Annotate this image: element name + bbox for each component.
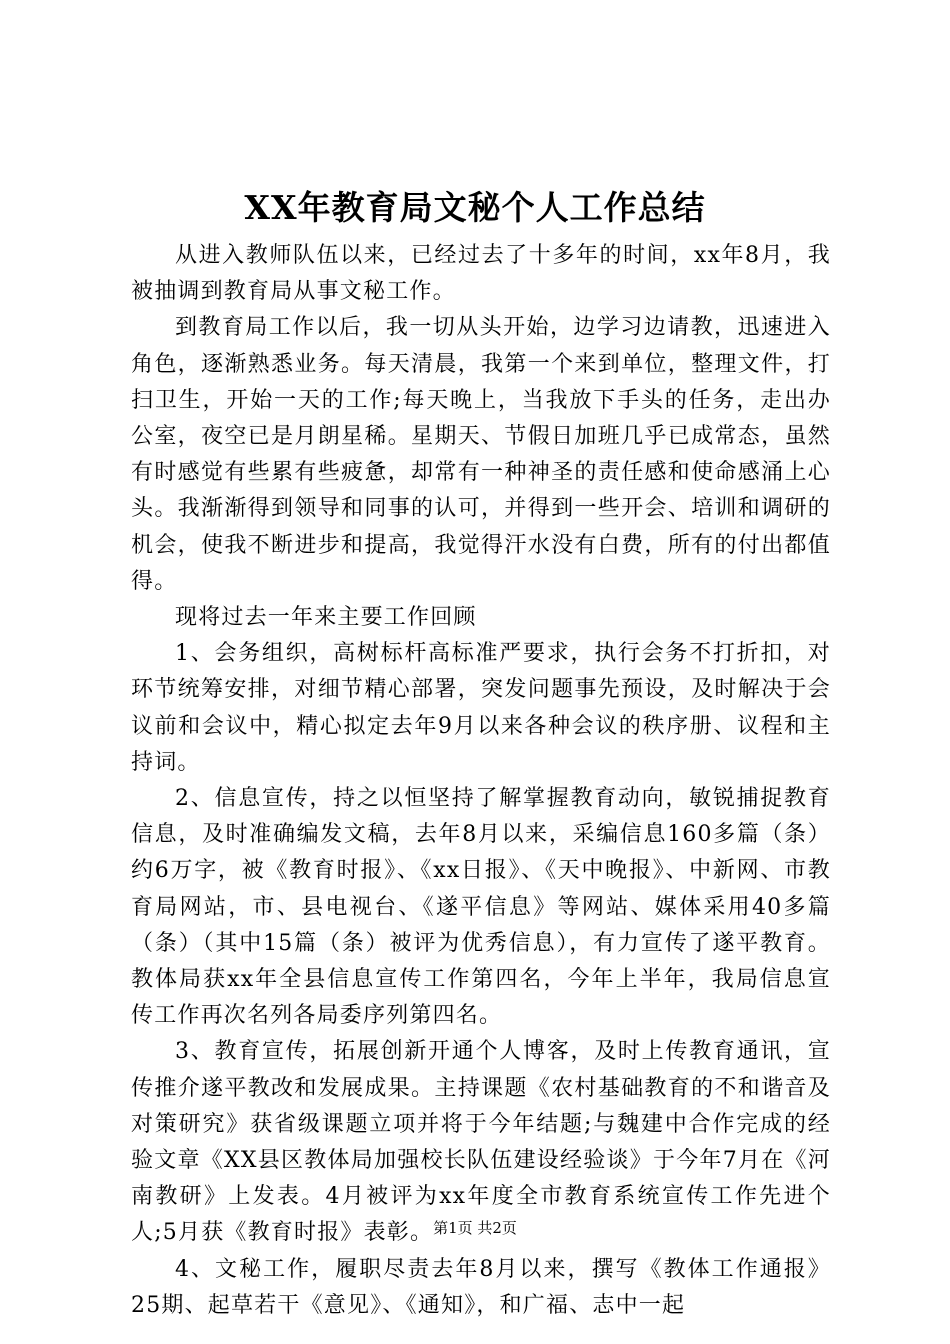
- paragraph: 2、信息宣传，持之以恒坚持了解掌握教育动向，敏锐捕捉教育信息，及时准确编发文稿，去年8月以来，采编信息160多篇（条）约6万字，被《教育时报》、《xx日报》、《天中晚报》、中新网、市教育局网站，市、县电视台、《遂平信息》等网站、媒体采用40多篇（条）（其中15篇（条）被评为优秀信息），有力宣传了遂平教育。教体局获xx年全县信息宣传工作第四名，今年上半年，我局信息宣传工作再次名列各局委序列第四名。: [131, 786, 831, 1029]
- paragraph: 1、会务组织，高树标杆高标准严要求，执行会务不打折扣，对环节统筹安排，对细节精心部署，突发问题事先预设，及时解决于会议前和会议中，精心拟定去年9月以来各种会议的秩序册、议程和主持词。: [131, 641, 831, 775]
- document-title: XX年教育局文秘个人工作总结: [244, 188, 706, 227]
- page-footer: 第1页 共2页: [433, 1219, 517, 1237]
- paragraph: 从进入教师队伍以来，已经过去了十多年的时间，xx年8月，我被抽调到教育局从事文秘工作。: [131, 243, 831, 305]
- document-body: [131, 238, 831, 1324]
- paragraph: 4、文秘工作，履职尽责去年8月以来，撰写《教体工作通报》25期、起草若干《意见》、《通知》，和广福、志中一起: [131, 1256, 831, 1318]
- paragraph: 3、教育宣传，拓展创新开通个人博客，及时上传教育通讯，宣传推介遂平教改和发展成果。主持课题《农村基础教育的不和谐音及对策研究》获省级课题立项并将于今年结题;与魏建中合作完成的经验文章《XX县区教体局加强校长队伍建设经验谈》于今年7月在《河南教研》上发表。4月被评为xx年度全市教育系统宣传工作先进个人;5月获《教育时报》表彰。: [131, 1039, 831, 1246]
- paragraph: 到教育局工作以后，我一切从头开始，边学习边请教，迅速进入角色，逐渐熟悉业务。每天清晨，我第一个来到单位，整理文件，打扫卫生，开始一天的工作;每天晚上，当我放下手头的任务，走出办公室，夜空已是月朗星稀。星期天、节假日加班几乎已成常态，虽然有时感觉有些累有些疲惫，却常有一种神圣的责任感和使命感涌上心头。我渐渐得到领导和同事的认可，并得到一些开会、培训和调研的机会，使我不断进步和提高，我觉得汗水没有白费，所有的付出都值得。: [131, 315, 831, 594]
- paragraph: 现将过去一年来主要工作回顾: [175, 605, 477, 631]
